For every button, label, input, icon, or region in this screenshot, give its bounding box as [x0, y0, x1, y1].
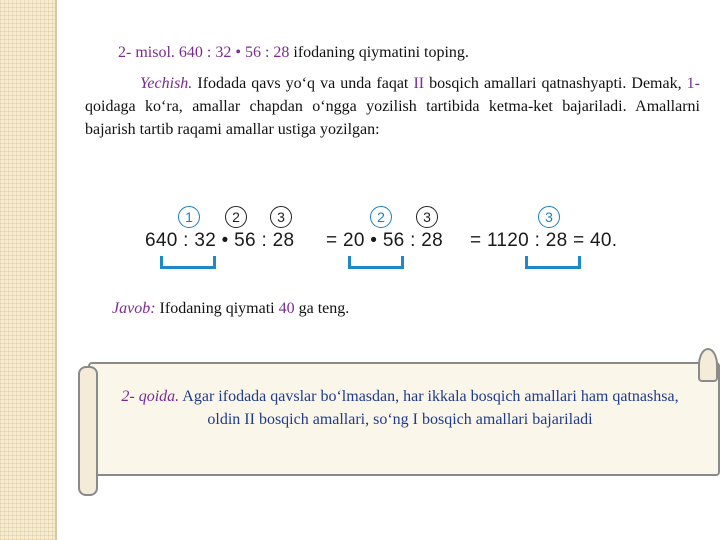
answer-value: 40 [278, 300, 295, 317]
side-pattern [0, 0, 55, 540]
order-circle-5: 3 [416, 206, 438, 228]
order-circle-2: 2 [225, 206, 247, 228]
expression-step-3: = 1120 : 28 = 40. [470, 230, 618, 251]
rule-text [110, 385, 690, 431]
example-line [118, 41, 698, 64]
answer-label: Javob: [112, 300, 156, 317]
expression-step-2: = 20 • 56 : 28 [326, 230, 444, 251]
order-circle-1: 1 [178, 206, 200, 228]
answer-text-2: ga teng. [294, 300, 350, 317]
side-divider [55, 0, 57, 540]
example-rest: ifodaning qiymatini toping. [289, 44, 469, 61]
solution-text-3: qoidaga ko‘ra, amallar chapdan o‘ngga yozilish tartibida ketma-ket bajariladi. Amallarni bajarish tartib raqami amallar ustiga yozilgan: [85, 98, 700, 138]
solution-paragraph [85, 72, 700, 141]
bracket-1 [160, 256, 216, 269]
example-label-text: 2- misol. [118, 44, 175, 61]
scroll-curl-left [78, 366, 98, 496]
solution-level: II [413, 75, 425, 92]
rule-body: Agar ifodada qavslar bo‘lmasdan, har ikkala bosqich amallari ham qatnashsa, oldin II bosqich amallari, so‘ng I bosqich amallari bajariladi [179, 388, 679, 428]
order-circle-3: 3 [270, 206, 292, 228]
order-diagram [140, 200, 680, 280]
solution-label: Yechish. [140, 75, 193, 92]
expression-step-1: 640 : 32 • 56 : 28 [145, 230, 295, 251]
example-label [118, 44, 175, 61]
bracket-3 [525, 256, 581, 269]
order-circle-6: 3 [538, 206, 560, 228]
scroll-curl-right [698, 348, 718, 382]
answer-text-1: Ifodaning qiymati [155, 300, 279, 317]
rule-label: 2- qoida. [121, 388, 180, 405]
solution-rule-number: 1- [686, 75, 700, 92]
solution-text-1: Ifodada qavs yo‘q va unda faqat [192, 75, 414, 92]
answer-line [112, 300, 349, 318]
solution-text-2: bosqich amallari qatnashyapti. Demak, [424, 75, 687, 92]
order-circle-4: 2 [370, 206, 392, 228]
bracket-2 [348, 256, 404, 269]
example-expression: 640 : 32 • 56 : 28 [178, 44, 290, 61]
